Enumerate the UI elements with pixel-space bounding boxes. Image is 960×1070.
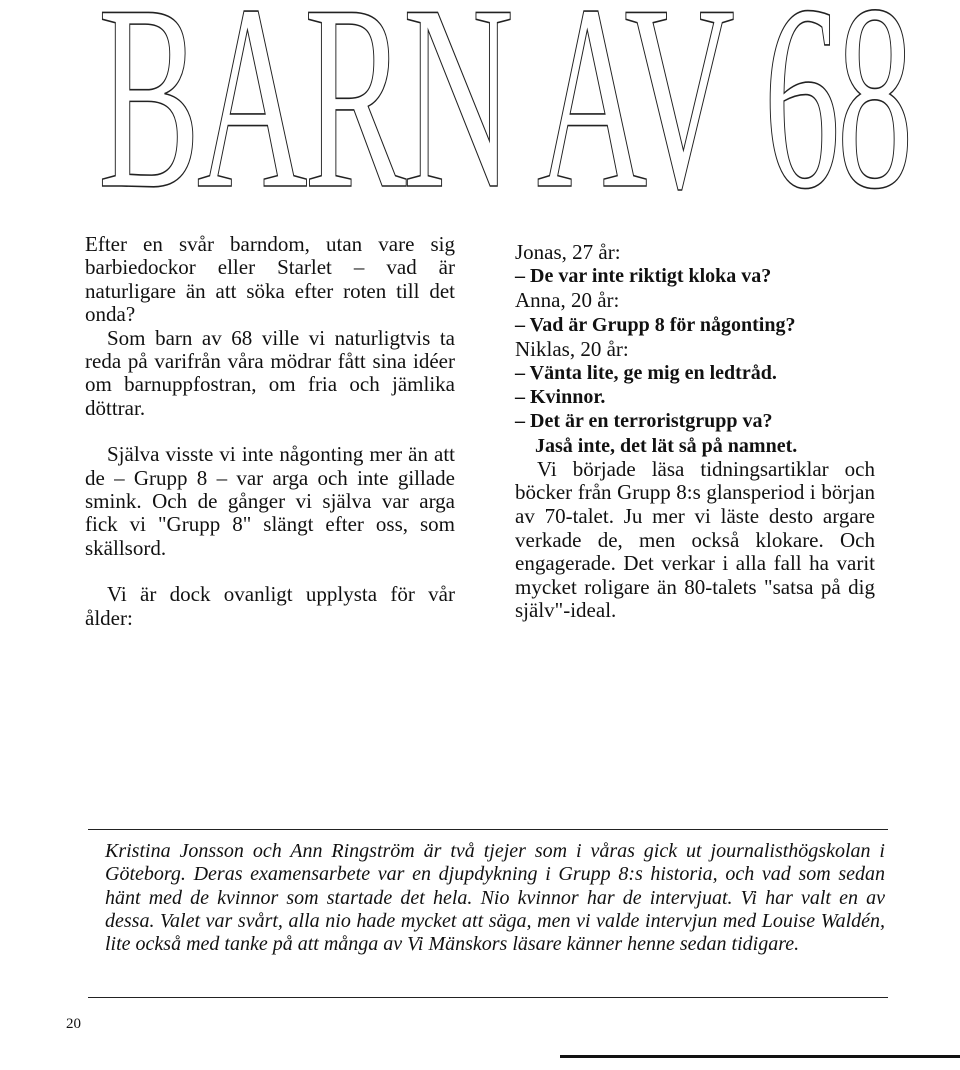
speaker-label: Jonas, 27 år: (515, 240, 621, 264)
author-caption: Kristina Jonsson och Ann Ringström är två tjejer som i våras gick ut journalisthögskolan i Göteborg. Deras examensarbete var en djupdykning i Grupp 8:s historia, och vad som sedan hänt med de kvinnor som startade det hela. Nio kvinnor har de intervjuat. Vi har valt en av dessa. Valet var svårt, alla nio hade mycket att säga, men vi valde intervjun med Louise Waldén, lite också med tanke på att många av Vi Mänskors läsare känner henne sedan tidigare. (105, 840, 885, 956)
left-column (85, 233, 455, 630)
quote-line: – Kvinnor. (515, 386, 606, 409)
speaker-label: Anna, 20 år: (515, 288, 620, 313)
quote-line: – Vad är Grupp 8 för någonting? (515, 313, 796, 336)
right-column (515, 240, 875, 623)
caption-bottom-rule (88, 997, 888, 998)
quote-line: Jaså inte, det lät så på namnet. (535, 434, 798, 457)
body-paragraph: Vi är dock ovanligt upplysta för vår ålder: (85, 582, 455, 630)
quote-line: – Det är en terroristgrupp va? (515, 410, 773, 433)
page-number: 20 (66, 1016, 81, 1032)
quote-line: – De var inte riktigt kloka va? (515, 265, 772, 288)
quote-line: – Vänta lite, ge mig en ledtråd. (515, 362, 777, 385)
intro-paragraph: Efter en svår barndom, utan vare sig barbiedockor eller Starlet – vad är naturligare än att söka efter roten till det onda? (85, 232, 455, 327)
caption-top-rule (88, 829, 888, 830)
body-paragraph: Vi började läsa tidningsartiklar och böcker från Grupp 8:s glansperiod i början av 70-talet. Ju mer vi läste desto argare verkade de, men också klokare. Och engagerade. Det verkar i alla fall ha varit mycket roligare än 80-talets "satsa på dig själv"-ideal. (515, 456, 875, 623)
bottom-rule (560, 1055, 960, 1058)
body-paragraph: Som barn av 68 ville vi naturligtvis ta reda på varifrån våra mödrar fått sina idéer om barnuppfostran, om fria och jämlika döttrar. (85, 325, 455, 420)
speaker-label: Niklas, 20 år: (515, 336, 629, 361)
body-paragraph: Själva visste vi inte någonting mer än att de – Grupp 8 – var arga och inte gillade smink. Och de gånger vi själva var arga fick vi "Grupp 8" slängt efter oss, som skällsord. (85, 442, 455, 560)
headline-text: BARN AV 68 (98, 0, 910, 215)
headline (0, 0, 960, 215)
